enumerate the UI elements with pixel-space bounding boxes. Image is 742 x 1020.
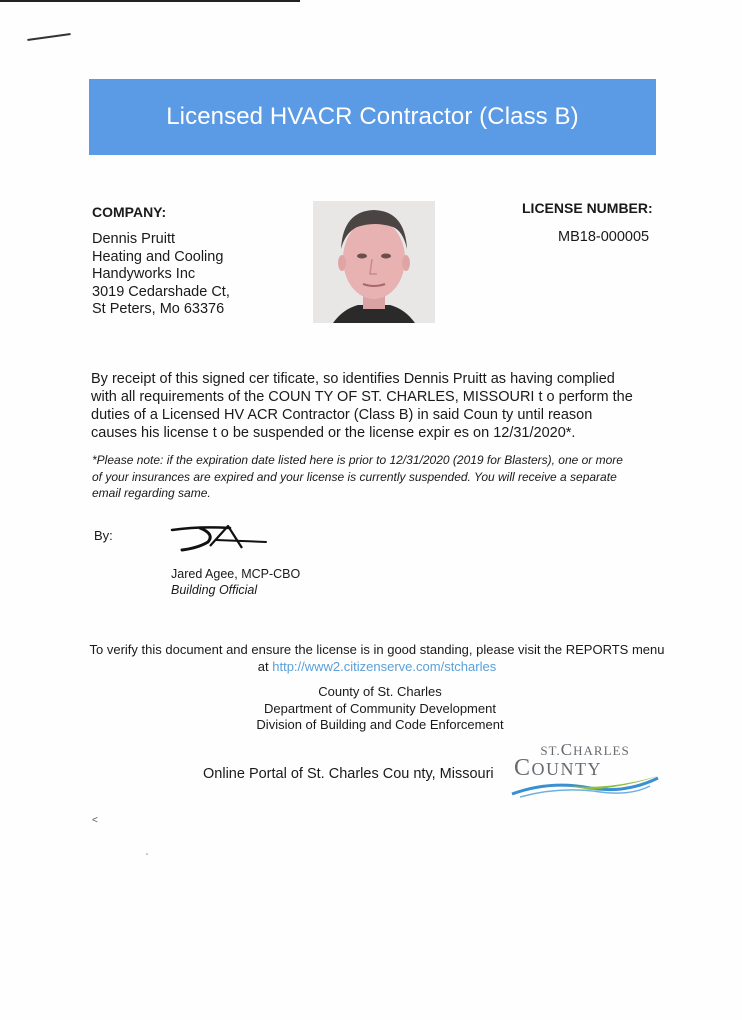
- statement-line: causes his license t o be suspended or the license expir es on 12/31/2020*.: [91, 425, 576, 441]
- signature-icon: [170, 520, 270, 554]
- county-name: County of St. Charles: [318, 684, 442, 699]
- st-charles-county-logo: [510, 740, 660, 798]
- scan-speck: [146, 853, 148, 855]
- license-number-label: LICENSE NUMBER:: [522, 200, 653, 216]
- department-name: Department of Community Development: [264, 700, 496, 716]
- verify-text: To verify this document and ensure the license is in good standing, please visit the REPORTS menu: [89, 642, 665, 657]
- company-info: [92, 231, 230, 319]
- company-owner: Dennis Pruitt: [92, 231, 176, 247]
- document-title: Licensed HVACR Contractor (Class B): [166, 103, 579, 130]
- note-line: email regarding same.: [92, 486, 211, 500]
- title-banner: [89, 79, 656, 155]
- issuing-department: [230, 684, 530, 734]
- verify-link-line: [80, 658, 674, 675]
- company-name-line2: Handyworks Inc: [92, 266, 196, 282]
- company-name-line1: Heating and Cooling: [92, 248, 224, 265]
- note-line: *Please note: if the expiration date listed here is prior to 12/31/2020 (2019 for Blasters), one or more: [92, 453, 623, 467]
- company-city-state-zip: St Peters, Mo 63376: [92, 301, 225, 317]
- verify-at: at: [257, 659, 273, 674]
- note-line: of your insurances are expired and your license is currently suspended. You will receive a separate: [92, 469, 617, 484]
- scan-edge: [0, 0, 300, 2]
- logo-text-county: COUNTY: [514, 755, 603, 781]
- verification-instructions: [80, 641, 674, 675]
- licensee-photo: [313, 201, 435, 323]
- statement-line: By receipt of this signed cer tificate, so identifies Dennis Pruitt as having complied: [91, 371, 615, 387]
- pen-stroke-mark: [27, 33, 71, 41]
- statement-line: with all requirements of the COUN TY OF ST. CHARLES, MISSOURI t o perform the: [91, 389, 633, 405]
- citizenserve-link[interactable]: http://www2.citizenserve.com/stcharles: [272, 659, 497, 674]
- company-label: COMPANY:: [92, 204, 167, 220]
- chevron-left-icon: <: [92, 815, 98, 826]
- certification-statement: [91, 370, 661, 442]
- logo-text-st-charles: ST.CHARLES: [540, 740, 630, 759]
- signer-name: Jared Agee, MCP-CBO: [171, 567, 301, 581]
- division-name: Division of Building and Code Enforcement: [256, 717, 504, 732]
- by-label: By:: [94, 528, 113, 543]
- statement-line: duties of a Licensed HV ACR Contractor (Class B) in said Coun ty until reason: [91, 407, 593, 423]
- company-street: 3019 Cedarshade Ct,: [92, 283, 230, 300]
- license-number-value: MB18-000005: [558, 229, 650, 245]
- person-headshot-icon: [313, 201, 435, 323]
- river-wave-icon: [510, 772, 660, 798]
- signer-title: Building Official: [171, 583, 258, 597]
- expiration-note: [92, 452, 667, 502]
- portal-text: Online Portal of St. Charles Cou nty, Missouri: [203, 766, 494, 782]
